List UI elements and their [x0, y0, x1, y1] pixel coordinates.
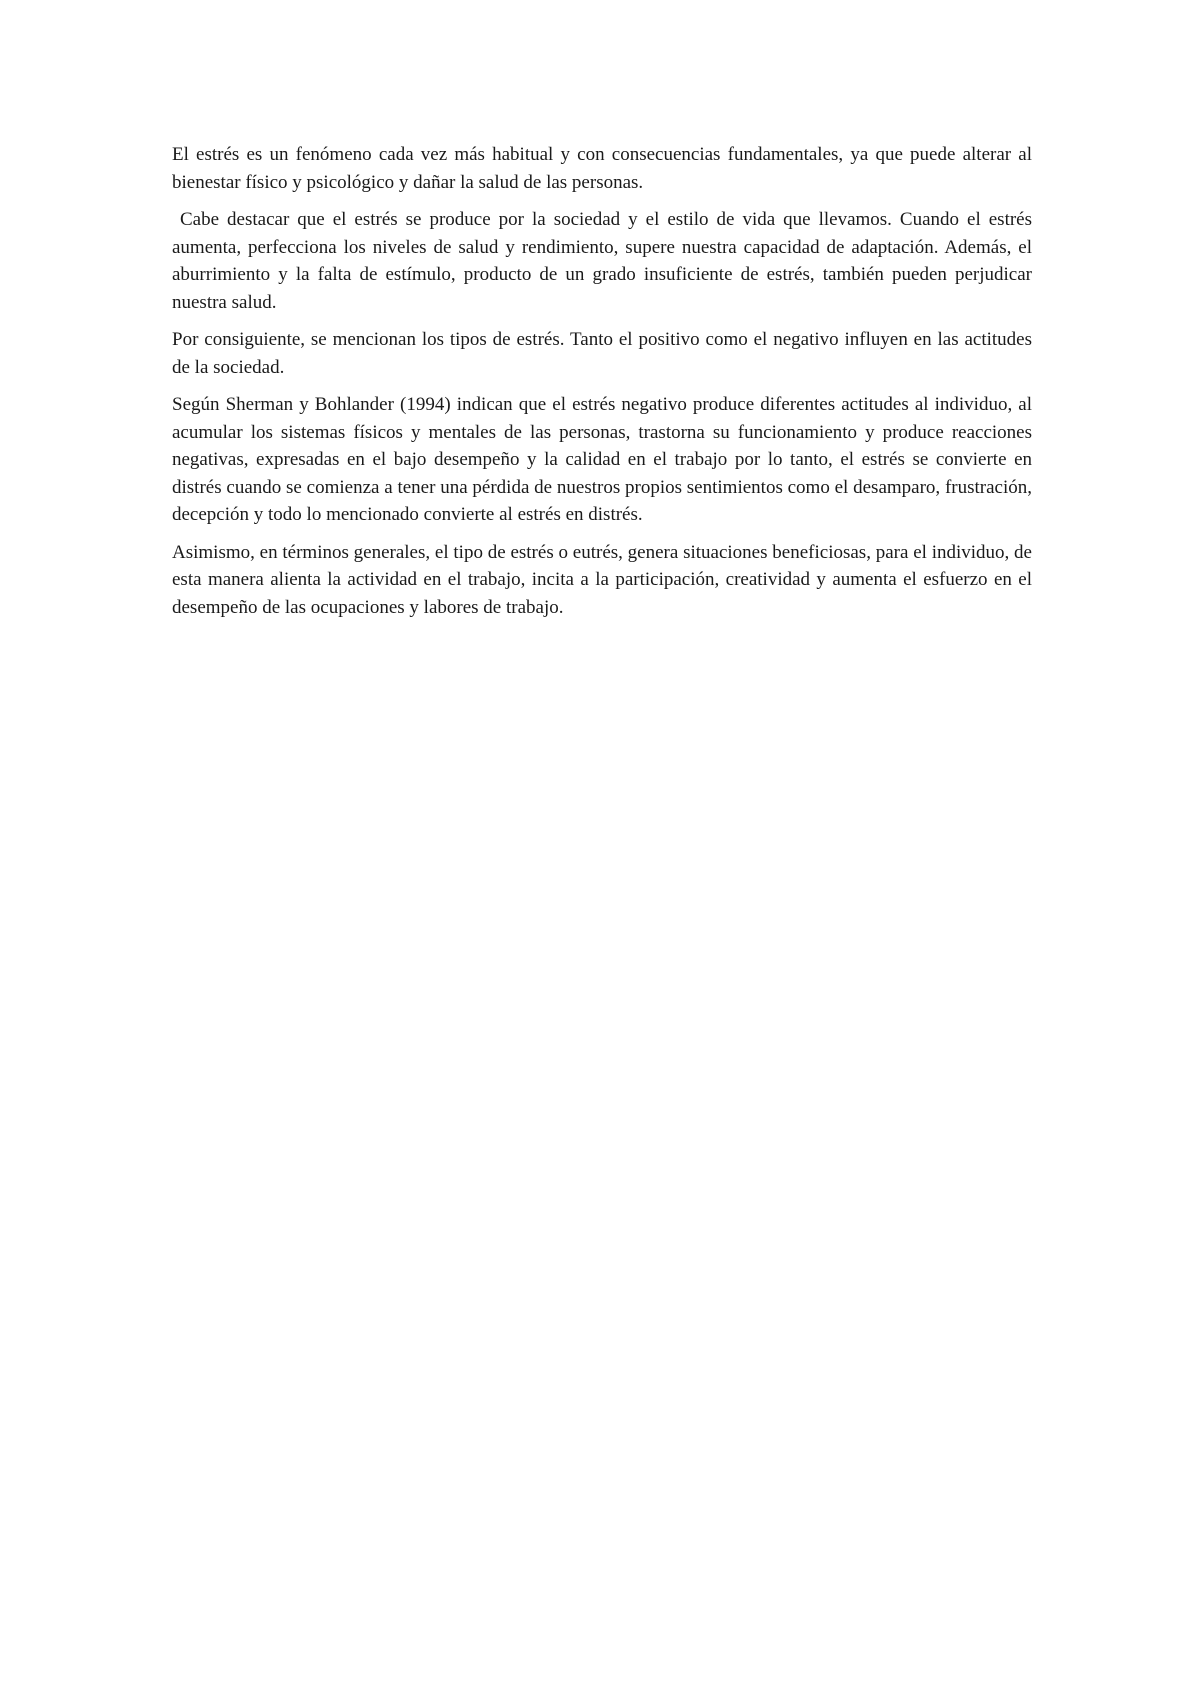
- paragraph-3: Por consiguiente, se mencionan los tipos de estrés. Tanto el positivo como el negativo influyen en las actitudes de la sociedad.: [172, 329, 1032, 378]
- paragraph-2: Cabe destacar que el estrés se produce por la sociedad y el estilo de vida que llevamos. Cuando el estrés aumenta, perfecciona los niveles de salud y rendimiento, supere nuestra capacidad de adaptación. Además, el aburrimiento y la falta de estímulo, producto de un grado insuficiente de estrés, también pueden perjudicar nuestra salud.: [172, 209, 1037, 313]
- paragraph-4: Según Sherman y Bohlander (1994) indican que el estrés negativo produce diferentes actitudes al individuo, al acumular los sistemas físicos y mentales de las personas, trastorna su funcionamiento y produce reacciones negativas, expresadas en el bajo desempeño y la calidad en el trabajo por lo tanto, el estrés se convierte en distrés cuando se comienza a tener una pérdida de nuestros propios sentimientos como el desamparo, frustración, decepción y todo lo mencionado convierte al estrés en distrés.: [172, 394, 1032, 525]
- document-body: [172, 141, 1037, 631]
- paragraph-5: Asimismo, en términos generales, el tipo de estrés o eutrés, genera situaciones beneficiosas, para el individuo, de esta manera alienta la actividad en el trabajo, incita a la participación, creatividad y aumenta el esfuerzo en el desempeño de las ocupaciones y labores de trabajo.: [172, 541, 1032, 618]
- paragraph-1: El estrés es un fenómeno cada vez más habitual y con consecuencias fundamentales, ya que puede alterar al bienestar físico y psicológico y dañar la salud de las personas.: [172, 144, 1032, 193]
